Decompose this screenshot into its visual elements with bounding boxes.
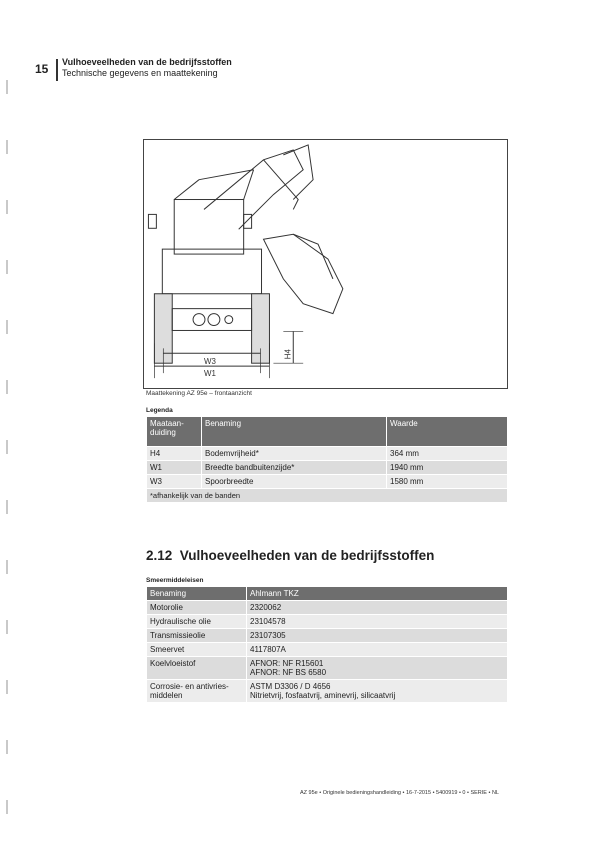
header-title: Vulhoeveelheden van de bedrijfsstoffen: [62, 57, 232, 67]
table-row: [147, 489, 508, 503]
table-row: [147, 447, 508, 461]
lubricants-label: Smeermiddeleisen: [146, 577, 204, 584]
lubricant-value-line1: ASTM D3306 / D 4656: [250, 682, 331, 691]
table-row: [147, 615, 508, 629]
lubricant-name: Transmissieolie: [147, 629, 247, 643]
lubricant-name: Smeervet: [147, 643, 247, 657]
technical-drawing: [143, 139, 508, 389]
lubricant-value-line2: Nitrietvrij, fosfaatvrij, aminevrij, silicaatvrij: [250, 691, 396, 700]
lubricant-name: Motorolie: [147, 601, 247, 615]
table-row: [147, 680, 508, 703]
lubricant-value: 2320062: [247, 601, 508, 615]
lubricant-value-line2: AFNOR: NF BS 6580: [250, 668, 327, 677]
legend-value: 1580 mm: [387, 475, 508, 489]
legend-code: W3: [147, 475, 202, 489]
dimension-label-h4: H4: [283, 349, 293, 360]
legend-header-name: Benaming: [202, 417, 387, 447]
legend-header-row: [147, 417, 508, 447]
header-divider: [56, 59, 58, 81]
section-number: 2.12: [146, 548, 173, 563]
lubricant-value: [247, 680, 508, 703]
legend-value: 1940 mm: [387, 461, 508, 475]
lubricant-value: 4117807A: [247, 643, 508, 657]
lubricant-value: 23104578: [247, 615, 508, 629]
legend-name: Bodemvrijheid*: [202, 447, 387, 461]
lubricants-header-name: Benaming: [147, 587, 247, 601]
lubricant-name: Koelvloeistof: [147, 657, 247, 680]
table-row: [147, 657, 508, 680]
legend-table: [146, 416, 508, 503]
table-row: [147, 643, 508, 657]
page-footer: AZ 95e • Originele bedieningshandleiding • 16-7-2015 • 5400919 • 0 • SERIE • NL: [300, 790, 499, 796]
lubricant-value: [247, 657, 508, 680]
lubricants-table: [146, 586, 508, 703]
table-row: [147, 629, 508, 643]
legend-name: Breedte bandbuitenzijde*: [202, 461, 387, 475]
section-heading: [146, 548, 434, 563]
legend-name: Spoorbreedte: [202, 475, 387, 489]
legend-header-value: Waarde: [387, 417, 508, 447]
table-row: [147, 601, 508, 615]
binder-marks: [6, 60, 14, 840]
header-subtitle: Technische gegevens en maattekening: [62, 68, 218, 78]
lubricants-header-value: Ahlmann TKZ: [247, 587, 508, 601]
lubricant-name: Corrosie- en antivries-middelen: [147, 680, 247, 703]
lubricants-header-row: [147, 587, 508, 601]
legend-header-code: Maataan-duiding: [147, 417, 202, 447]
dimension-label-w3: W3: [203, 357, 216, 367]
table-row: [147, 461, 508, 475]
legend-value: 364 mm: [387, 447, 508, 461]
lubricant-name: Hydraulische olie: [147, 615, 247, 629]
legend-note: *afhankelijk van de banden: [147, 489, 508, 503]
drawing-caption: Maattekening AZ 95e – frontaanzicht: [146, 390, 252, 397]
dimension-label-w1: W1: [203, 369, 216, 379]
lubricant-value: 23107305: [247, 629, 508, 643]
table-row: [147, 475, 508, 489]
section-title: Vulhoeveelheden van de bedrijfsstoffen: [179, 548, 435, 563]
page-number: 15: [35, 62, 49, 76]
loader-front-view-illustration: [144, 140, 507, 388]
legend-code: W1: [147, 461, 202, 475]
legend-label: Legenda: [146, 407, 173, 414]
lubricant-value-line1: AFNOR: NF R15601: [250, 659, 324, 668]
legend-code: H4: [147, 447, 202, 461]
